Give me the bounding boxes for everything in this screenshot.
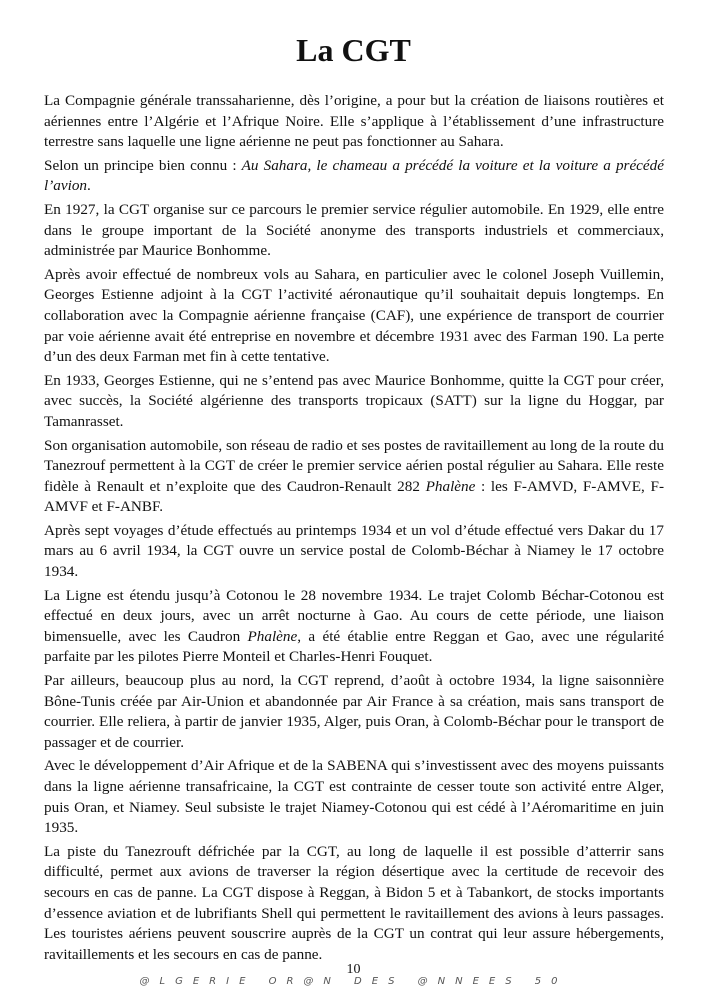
paragraph-text: Par ailleurs, beaucoup plus au nord, la CGT reprend, d’août à octobre 1934, la ligne saisonnière Bône-Tunis créée par Air-Union et abandonnée par Air France à sa création, mais sans transport de courrier. Elle reliera, à partir de janvier 1935, Alger, puis Oran, à Colomb-Béchar pour le transport de passager et de courrier. (44, 672, 664, 751)
paragraph (44, 265, 664, 368)
paragraph (44, 842, 664, 966)
paragraph-text: Selon un principe bien connu : (44, 156, 242, 174)
paragraph (44, 521, 664, 583)
paragraph-text: La piste du Tanezrouft défrichée par la CGT, au long de laquelle il est possible d’atterrir sans difficulté, permet aux avions de traverser la région désertique avec la certitude de recevoir des secours en cas de panne. La CGT dispose à Reggan, à Bidon 5 et à Tabankort, de stocks importants d’essence aviation et de lubrifiants Shell qui permettent le ravitaillement des avions à leurs passages. Les touristes aériens peuvent souscrire auprès de la CGT un contrat qui leur assure hébergements, ravitaillements et les secours en cas de panne. (44, 842, 664, 963)
footer-banner: @LGERIE OR@N DES @NNEES 50 (139, 976, 568, 987)
article-body (44, 91, 664, 968)
paragraph-text: , a été établie entre Reggan et Gao, avec une régularité parfaite par les pilotes Pierre Monteil et Charles-Henri Fouquet. (44, 627, 664, 666)
paragraph (44, 756, 664, 838)
page-title: La CGT (296, 32, 411, 68)
paragraph (44, 156, 664, 197)
paragraph-text: . (87, 177, 91, 195)
page-number: 10 (346, 962, 361, 977)
italic-text: Phalène (425, 477, 476, 495)
paragraph (44, 200, 664, 262)
paragraph (44, 586, 664, 668)
paragraph-text: La Ligne est étendu jusqu’à Cotonou le 28 novembre 1934. Le trajet Colomb Béchar-Cotonou est effectué en deux jours, avec un arrêt nocturne à Gao. Au cours de cette période, une liaison bimensuelle, avec les Caudron (44, 586, 664, 645)
paragraph-text: En 1927, la CGT organise sur ce parcours le premier service régulier automobile. En 1929, elle entre dans le groupe important de la Société anonyme des transports industriels et commerciaux, administrée par Maurice Bonhomme. (44, 200, 664, 260)
paragraph-text: Après avoir effectué de nombreux vols au Sahara, en particulier avec le colonel Joseph Vuillemin, Georges Estienne adjoint à la CGT l’activité aéronautique qu’il souhaitait depuis longtemps. En collaboration avec la Compagnie aérienne française (CAF), une expérience de transport de courrier par voie aérienne avait été entreprise en novembre et décembre 1931 avec des Farman 190. La perte d’un des deux Farman met fin à cette tentative. (44, 265, 664, 366)
paragraph (44, 671, 664, 753)
paragraph-text: La Compagnie générale transsaharienne, dès l’origine, a pour but la création de liaisons routières et aériennes entre l’Algérie et l’Afrique Noire. Elle s’applique à l’établissement d’une infrastructure terrestre sans laquelle une ligne aérienne ne peut pas fonctionner au Sahara. (44, 92, 664, 151)
paragraph-text: En 1933, Georges Estienne, qui ne s’entend pas avec Maurice Bonhomme, quitte la CGT pour créer, avec succès, la Société algérienne des transports tropicaux (SATT) sur la ligne du Hoggar, par Tamanrasset. (44, 371, 664, 430)
paragraph (44, 436, 664, 518)
italic-text: Au Sahara, le chameau a précédé la voiture et la voiture a précédé l’avion (44, 156, 664, 195)
paragraph-text: : les F-AMVD, F-AMVE, F-AMVF et F-ANBF. (44, 477, 665, 516)
paragraph-text: Après sept voyages d’étude effectués au printemps 1934 et un vol d’étude effectué vers Dakar du 17 mars au 6 avril 1934, la CGT ouvre un service postal de Colomb-Béchar à Niamey le 17 octobre 1934. (44, 521, 664, 581)
paragraph (44, 91, 664, 153)
paragraph-text: Avec le développement d’Air Afrique et de la SABENA qui s’investissent avec des moyens puissants dans la ligne aérienne transafricaine, la CGT est contrainte de cesser toute son activité entre Alger, puis Oran, et Niamey. Seul subsiste le trajet Niamey-Cotonou qui est cédé à l’Aéromaritime en juin 1935. (44, 757, 664, 837)
paragraph-text: Son organisation automobile, son réseau de radio et ses postes de ravitaillement au long de la route du Tanezrouf permettent à la CGT de créer le premier service aérien postal régulier au Sahara. Elle reste fidèle à Renault et n’exploite que des Caudron-Renault 282 (44, 436, 664, 495)
paragraph (44, 371, 664, 433)
italic-text: Phalène (247, 627, 298, 645)
